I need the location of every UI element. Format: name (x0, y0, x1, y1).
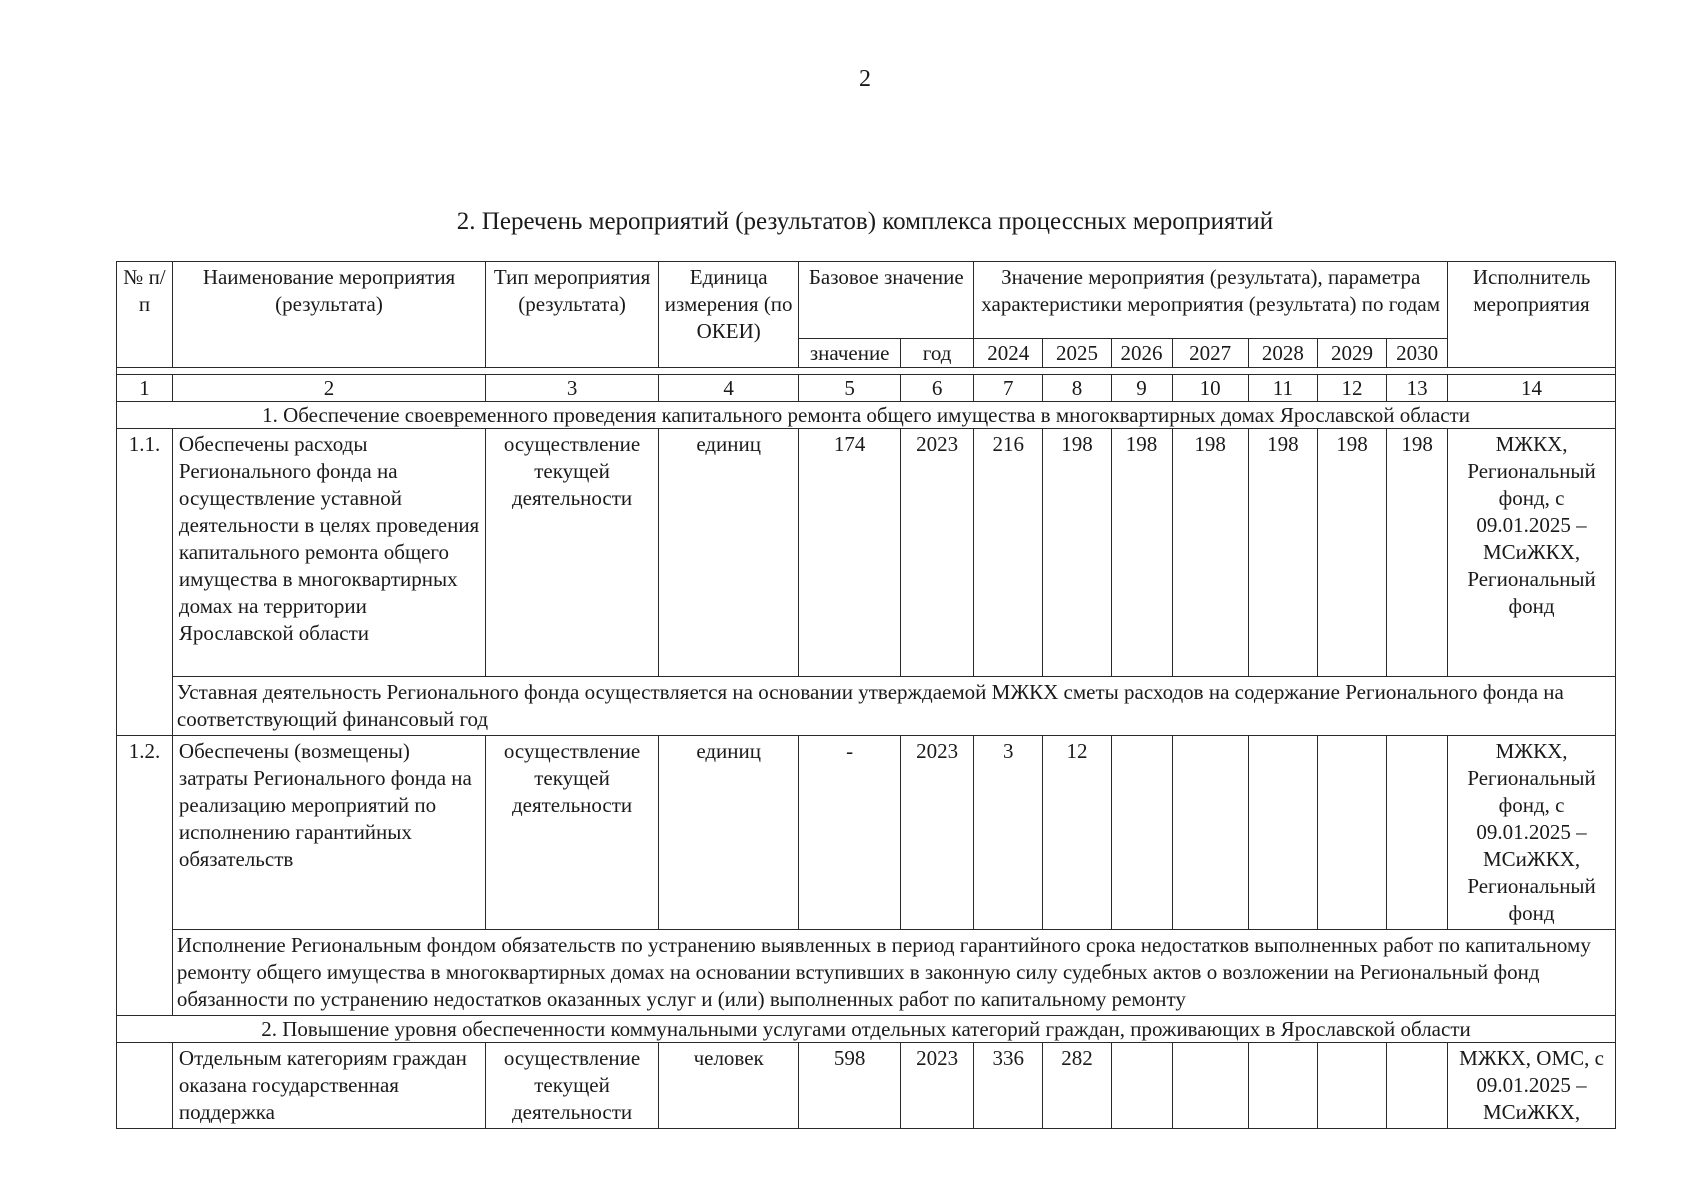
section-row (117, 1016, 1616, 1043)
year-value: 198 (1043, 429, 1111, 677)
year-value (1387, 736, 1448, 930)
header-year: 2026 (1111, 339, 1172, 368)
executor: МЖКХ, Региональный фонд, с 09.01.2025 – МСиЖКХ, Региональный фонд (1448, 429, 1616, 677)
header-base-value: значение (799, 339, 901, 368)
executor: МЖКХ, ОМС, с 09.01.2025 – МСиЖКХ, (1448, 1043, 1616, 1129)
section-row (117, 402, 1616, 429)
column-number: 13 (1387, 375, 1448, 402)
year-value (1111, 1043, 1172, 1129)
document-title: 2. Перечень мероприятий (результатов) комплекса процессных мероприятий (456, 208, 1274, 235)
column-number: 14 (1448, 375, 1616, 402)
unit: единиц (659, 736, 799, 930)
table-row (117, 1043, 1616, 1129)
header-year: 2028 (1248, 339, 1317, 368)
column-number: 2 (172, 375, 485, 402)
year-value: 198 (1111, 429, 1172, 677)
header-num: № п/п (117, 262, 173, 368)
activity-note: Уставная деятельность Регионального фонда осуществляется на основании утверждаемой МЖКХ сметы расходов на содержание Регионального фонда на соответствующий финансовый год (172, 677, 1615, 736)
column-number: 8 (1043, 375, 1111, 402)
column-number: 10 (1172, 375, 1248, 402)
base-year: 2023 (901, 429, 974, 677)
base-value: 174 (799, 429, 901, 677)
header-executor: Исполнитель мероприятия (1448, 262, 1616, 368)
column-number: 11 (1248, 375, 1317, 402)
page-number: 2 (859, 66, 871, 92)
activity-type: осуществление текущей деятельности (486, 429, 659, 677)
column-number: 1 (117, 375, 173, 402)
year-value: 12 (1043, 736, 1111, 930)
column-number: 4 (659, 375, 799, 402)
year-value: 282 (1043, 1043, 1111, 1129)
header-type: Тип мероприятия (результата) (486, 262, 659, 368)
header-year: 2030 (1387, 339, 1448, 368)
year-value (1387, 1043, 1448, 1129)
year-value (1111, 736, 1172, 930)
table-row (117, 429, 1616, 677)
column-number: 9 (1111, 375, 1172, 402)
activity-name: Обеспечены (возмещены) затраты Регионального фонда на реализацию мероприятий по исполнению гарантийных обязательств (172, 736, 485, 930)
year-value (1317, 736, 1386, 930)
note-row (117, 930, 1616, 1016)
executor: МЖКХ, Региональный фонд, с 09.01.2025 – МСиЖКХ, Региональный фонд (1448, 736, 1616, 930)
year-value (1172, 736, 1248, 930)
column-number: 7 (974, 375, 1043, 402)
column-number: 5 (799, 375, 901, 402)
base-value: - (799, 736, 901, 930)
activity-type: осуществление текущей деятельности (486, 736, 659, 930)
column-number: 3 (486, 375, 659, 402)
year-value (1248, 1043, 1317, 1129)
header-year: 2029 (1317, 339, 1386, 368)
year-value: 198 (1317, 429, 1386, 677)
year-value: 198 (1248, 429, 1317, 677)
header-year: 2027 (1172, 339, 1248, 368)
year-value (1317, 1043, 1386, 1129)
year-value: 198 (1172, 429, 1248, 677)
activities-table (116, 261, 1616, 1129)
column-numbers-row (117, 375, 1616, 402)
row-number: 1.2. (117, 736, 173, 1016)
header-base: Базовое значение (799, 262, 974, 339)
header-year: 2025 (1043, 339, 1111, 368)
activity-type: осуществление текущей деятельности (486, 1043, 659, 1129)
year-value: 336 (974, 1043, 1043, 1129)
year-value: 198 (1387, 429, 1448, 677)
row-number: 1.1. (117, 429, 173, 736)
column-number: 6 (901, 375, 974, 402)
unit: человек (659, 1043, 799, 1129)
base-value: 598 (799, 1043, 901, 1129)
section-title: 2. Повышение уровня обеспеченности коммунальными услугами отдельных категорий граждан, проживающих в Ярославской области (117, 1016, 1616, 1043)
activity-name: Обеспечены расходы Регионального фонда на осуществление уставной деятельности в целях проведения капитального ремонта общего имущества в многоквартирных домах на территории Ярославской области (172, 429, 485, 677)
header-year: 2024 (974, 339, 1043, 368)
activity-name: Отдельным категориям граждан оказана государственная поддержка (172, 1043, 485, 1129)
column-number: 12 (1317, 375, 1386, 402)
header-base-year: год (901, 339, 974, 368)
year-value: 216 (974, 429, 1043, 677)
header-name: Наименование мероприятия (результата) (172, 262, 485, 368)
base-year: 2023 (901, 1043, 974, 1129)
unit: единиц (659, 429, 799, 677)
year-value (1172, 1043, 1248, 1129)
header-unit: Единица измерения (по ОКЕИ) (659, 262, 799, 368)
base-year: 2023 (901, 736, 974, 930)
section-title: 1. Обеспечение своевременного проведения капитального ремонта общего имущества в многоквартирных домах Ярославской области (117, 402, 1616, 429)
row-number (117, 1043, 173, 1129)
table-row (117, 736, 1616, 930)
note-row (117, 677, 1616, 736)
header-row (117, 262, 1616, 339)
activity-note: Исполнение Региональным фондом обязательств по устранению выявленных в период гарантийного срока недостатков выполненных работ по капитальному ремонту общего имущества в многоквартирных домах на основании вступивших в законную силу судебных актов о возложении на Региональный фонд обязанности по устранению недостатков оказанных услуг и (или) выполненных работ по капитальному ремонту (172, 930, 1615, 1016)
year-value: 3 (974, 736, 1043, 930)
header-values: Значение мероприятия (результата), параметра характеристики мероприятия (результата) по годам (974, 262, 1448, 339)
year-value (1248, 736, 1317, 930)
